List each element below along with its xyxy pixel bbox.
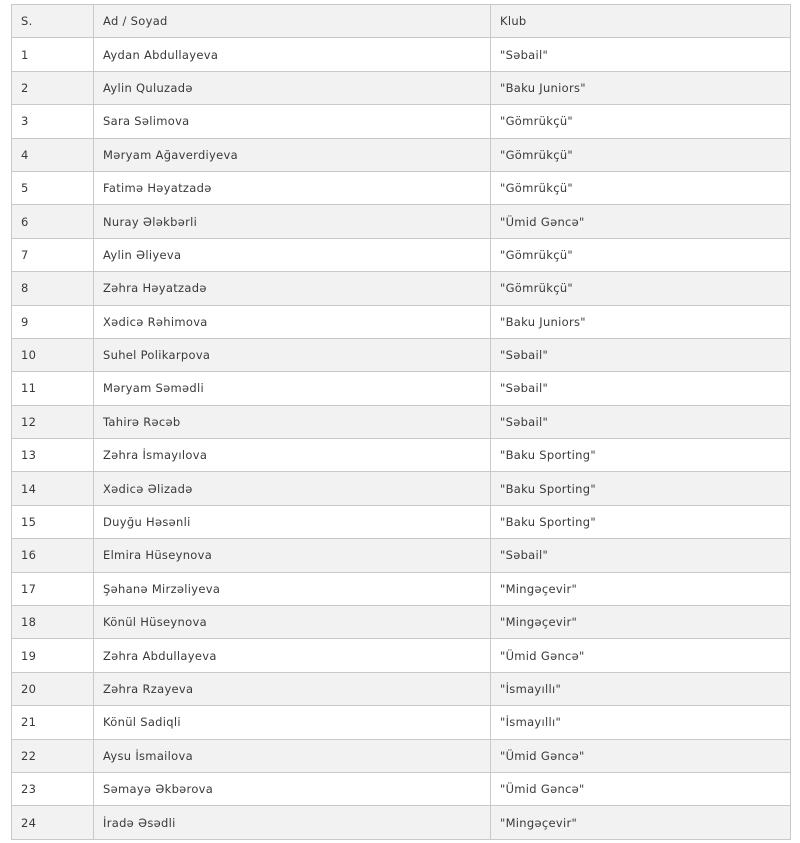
table-row [12,606,791,639]
cell-number: 19 [12,639,94,672]
cell-number: 15 [12,505,94,538]
cell-name: Zəhra Rzayeva [94,672,491,705]
cell-club: "Baku Sporting" [491,472,791,505]
cell-club: "Gömrükçü" [491,272,791,305]
cell-number: 13 [12,439,94,472]
cell-name: Zəhra Abdullayeva [94,639,491,672]
table-row [12,505,791,538]
table-row [12,105,791,138]
cell-number: 6 [12,205,94,238]
cell-club: "Baku Juniors" [491,71,791,104]
cell-club: "Gömrükçü" [491,171,791,204]
header-club: Klub [491,5,791,38]
cell-name: Zəhra Həyatzadə [94,272,491,305]
table-row [12,138,791,171]
cell-number: 2 [12,71,94,104]
table-row [12,238,791,271]
table-row [12,372,791,405]
table-row [12,38,791,71]
cell-club: "Baku Sporting" [491,505,791,538]
table-row [12,672,791,705]
cell-name: Xədicə Rəhimova [94,305,491,338]
table-row [12,572,791,605]
table-row [12,806,791,839]
cell-club: "Mingəçevir" [491,606,791,639]
cell-club: "Mingəçevir" [491,572,791,605]
cell-number: 20 [12,672,94,705]
table-row [12,171,791,204]
cell-name: Elmira Hüseynova [94,539,491,572]
cell-number: 1 [12,38,94,71]
cell-club: "Səbail" [491,372,791,405]
roster-table-container [11,4,790,840]
header-name: Ad / Soyad [94,5,491,38]
cell-name: Nuray Ələkbərli [94,205,491,238]
table-row [12,71,791,104]
header-number: S. [12,5,94,38]
roster-table [11,4,791,840]
cell-number: 14 [12,472,94,505]
table-row [12,706,791,739]
cell-name: Suhel Polikarpova [94,338,491,371]
cell-number: 3 [12,105,94,138]
cell-name: Məryam Səmədli [94,372,491,405]
cell-club: "Ümid Gəncə" [491,639,791,672]
cell-club: "Səbail" [491,38,791,71]
cell-number: 23 [12,772,94,805]
cell-name: Fatimə Həyatzadə [94,171,491,204]
cell-club: "Səbail" [491,338,791,371]
cell-club: "Mingəçevir" [491,806,791,839]
table-body [12,38,791,839]
cell-number: 21 [12,706,94,739]
table-row [12,439,791,472]
table-row [12,539,791,572]
table-row [12,205,791,238]
cell-name: Aydan Abdullayeva [94,38,491,71]
cell-number: 7 [12,238,94,271]
table-row [12,338,791,371]
cell-club: "Ümid Gəncə" [491,739,791,772]
table-row [12,272,791,305]
cell-name: Duyğu Həsənli [94,505,491,538]
table-row [12,739,791,772]
cell-club: "Gömrükçü" [491,238,791,271]
cell-number: 18 [12,606,94,639]
table-row [12,772,791,805]
table-row [12,639,791,672]
cell-name: Zəhra İsmayılova [94,439,491,472]
cell-number: 4 [12,138,94,171]
table-row [12,305,791,338]
cell-number: 10 [12,338,94,371]
cell-number: 12 [12,405,94,438]
cell-club: "Baku Juniors" [491,305,791,338]
cell-name: Xədicə Əlizadə [94,472,491,505]
cell-name: Məryam Ağaverdiyeva [94,138,491,171]
cell-name: Könül Sadiqli [94,706,491,739]
header-row [12,5,791,38]
cell-number: 24 [12,806,94,839]
cell-club: "Ümid Gəncə" [491,772,791,805]
cell-name: Aylin Əliyeva [94,238,491,271]
cell-club: "İsmayıllı" [491,706,791,739]
cell-number: 5 [12,171,94,204]
cell-number: 16 [12,539,94,572]
cell-name: Səmayə Əkbərova [94,772,491,805]
cell-name: Aysu İsmailova [94,739,491,772]
cell-number: 17 [12,572,94,605]
cell-number: 22 [12,739,94,772]
cell-number: 8 [12,272,94,305]
cell-club: "Səbail" [491,539,791,572]
cell-name: Şəhanə Mirzəliyeva [94,572,491,605]
cell-club: "Gömrükçü" [491,138,791,171]
cell-number: 11 [12,372,94,405]
cell-name: Sara Səlimova [94,105,491,138]
cell-club: "Baku Sporting" [491,439,791,472]
cell-club: "İsmayıllı" [491,672,791,705]
cell-name: Tahirə Rəcəb [94,405,491,438]
cell-club: "Səbail" [491,405,791,438]
cell-name: Aylin Quluzadə [94,71,491,104]
cell-club: "Gömrükçü" [491,105,791,138]
cell-name: İradə Əsədli [94,806,491,839]
table-row [12,472,791,505]
table-header [12,5,791,38]
table-row [12,405,791,438]
cell-club: "Ümid Gəncə" [491,205,791,238]
cell-name: Könül Hüseynova [94,606,491,639]
cell-number: 9 [12,305,94,338]
